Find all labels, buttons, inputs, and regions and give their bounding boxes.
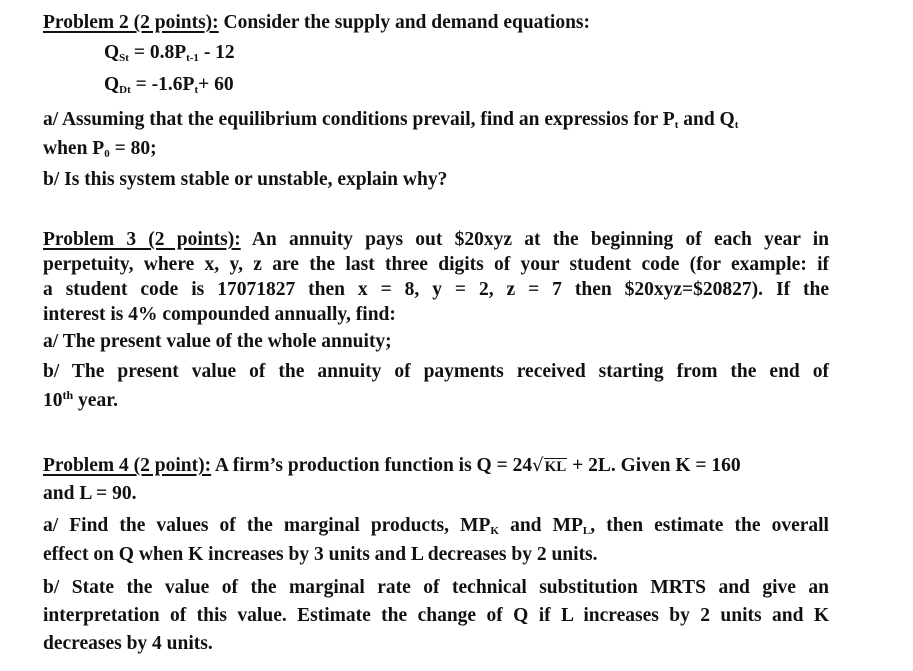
demand-equation	[104, 73, 234, 97]
p3-b2-pre: 10	[43, 390, 63, 411]
p2-a2-sub: 0	[104, 148, 110, 160]
problem-4-intro-line2: and L = 90.	[43, 483, 137, 504]
p2-a-sub2: t	[734, 119, 739, 131]
problem-3-part-b-line1: b/ The present value of the annuity of payments received starting from the end of	[43, 361, 829, 382]
problem-3-line1	[43, 228, 829, 252]
radicand: KL	[544, 459, 567, 475]
supply-equation	[104, 41, 235, 65]
problem-4-part-a-line1	[43, 514, 829, 538]
p4-a-sub2: L	[582, 525, 591, 537]
sqrt-expression	[532, 454, 567, 479]
p4-a-mid: and MP	[498, 515, 583, 536]
supply-mid-sub: t-1	[186, 52, 199, 64]
problem-2-part-a-line1	[43, 108, 738, 132]
p2-a-text1: a/ Assuming that the equilibrium conditions prevail, find an expressios for P	[43, 109, 675, 130]
problem-3-line4: interest is 4% compounded annually, find:	[43, 304, 396, 325]
p3-b2-post: year.	[73, 390, 118, 411]
problem-3-line2: perpetuity, where x, y, z are the last three digits of your student code (for example: if	[43, 254, 829, 275]
problem-3-part-b-line2	[43, 389, 118, 413]
problem-2-heading: Problem 2 (2 points):	[43, 12, 219, 33]
demand-lhs: Q	[104, 74, 120, 95]
problem-2-part-b: b/ Is this system stable or unstable, explain why?	[43, 169, 448, 190]
problem-3-part-a: a/ The present value of the whole annuity;	[43, 331, 392, 352]
demand-rhs: + 60	[198, 74, 234, 95]
problem-4-part-b-line3: decreases by 4 units.	[43, 633, 213, 654]
p4-a-post: , then estimate the overall	[590, 515, 829, 536]
problem-4-heading: Problem 4 (2 point):	[43, 455, 212, 476]
p2-a2-post: = 80;	[109, 138, 157, 159]
problem-2-part-a-line2	[43, 137, 157, 161]
problem-3-heading: Problem 3 (2 points):	[43, 229, 241, 250]
demand-mid-sub: t	[194, 84, 199, 96]
p2-a-mid: and Q	[678, 109, 735, 130]
problem-4-part-b-line1: b/ State the value of the marginal rate of technical substitution MRTS and give an	[43, 577, 829, 598]
problem-4-intro	[43, 454, 741, 479]
p2-a-sub1: t	[674, 119, 679, 131]
p2-a2-pre: when P	[43, 138, 105, 159]
problem-4-part-a-line2: effect on Q when K increases by 3 units and L decreases by 2 units.	[43, 544, 598, 565]
problem-3-line1-text: An annuity pays out $20xyz at the beginning of each year in	[240, 229, 830, 250]
p4-intro-pre: A firm’s production function is Q = 24	[211, 455, 533, 476]
supply-lhs-sub: St	[119, 52, 129, 64]
p4-a-pre: a/ Find the values of the marginal products, MP	[43, 515, 491, 536]
demand-lhs-sub: Dt	[119, 84, 131, 96]
problem-3-line3: a student code is 17071827 then x = 8, y = 2, z = 7 then $20xyz=$20827). If the	[43, 279, 829, 300]
problem-2-intro-text: Consider the supply and demand equations:	[218, 12, 591, 33]
problem-2-intro	[43, 11, 590, 35]
supply-mid: = 0.8P	[128, 42, 187, 63]
p4-intro-post: + 2L. Given K = 160	[567, 455, 741, 476]
problem-4-part-b-line2: interpretation of this value. Estimate the change of Q if L increases by 2 units and K	[43, 605, 829, 626]
p3-b2-sup: th	[62, 388, 74, 402]
radical-sign: √	[532, 455, 544, 476]
p4-a-sub1: K	[490, 525, 499, 537]
supply-rhs: - 12	[198, 42, 235, 63]
demand-mid: = -1.6P	[130, 74, 195, 95]
supply-lhs: Q	[104, 42, 120, 63]
